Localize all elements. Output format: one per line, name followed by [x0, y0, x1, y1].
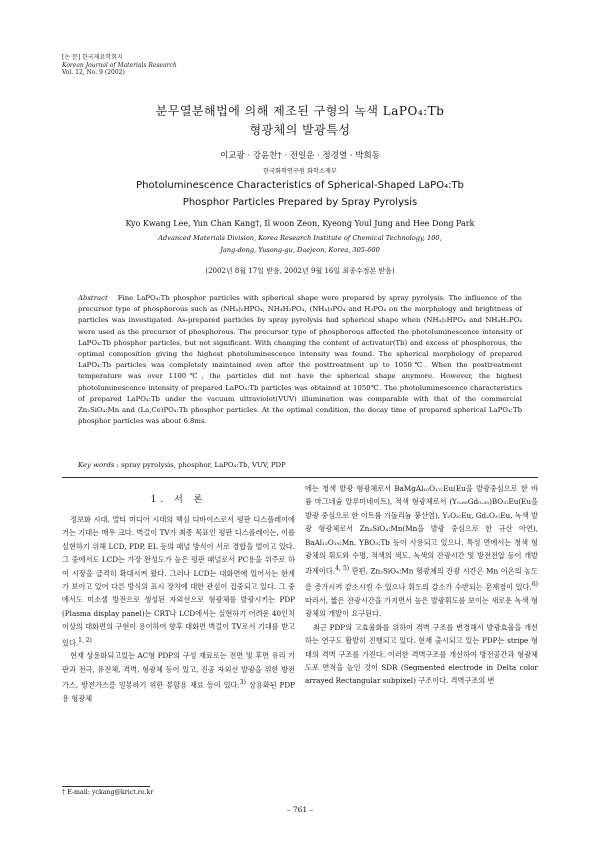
journal-header	[62, 54, 177, 77]
intro-paragraph-2-text: 현재 상용화되고있는 AC형 PDP의 구성 재료로는 전면 및 후면 유리 기판과 전극, 유전체, 격벽, 형광체 등이 있고, 진공 자외선 발광을 위한 방전가스, 방전가스를 밀봉하기 위한 봉합용 재료 등이 있다.	[62, 651, 295, 690]
corresponding-author-footnote: † E-mail: yckang@krict.re.kr	[62, 789, 154, 796]
keywords-text: : spray pyrolysis, phosphor, LaPO₄:Tb, VUV, PDP	[116, 461, 286, 469]
abstract-text: Fine LaPO₄:Tb phosphor particles with spherical shape were prepared by spray pyrolysis. The influence of the precursor type of phosphorous such as (NH₄)₂HPO₄, NH₄H₂PO₄, (NH₄)₃PO₄ and H₃PO₄ on the morphology and brightness of particles was investigated. As-prepared particles by spray pyrolysis had spherical shape when (NH₄)₂HPO₄ and NH₄H₂PO₄ were used as the precursor of phosphorous. The precursor type of phosphorous affected the photoluminescence intensity of LaPO₄:Tb phosphor particles, but not significant. With changing the content of activator(Tb) and excess of phosphorous, the optimal composition giving the highest photoluminescence intensity was found. The spherical morphology of prepared LaPO₄:Tb particles was completely maintained even after the posttreatment up to 1050℃. When the posttreatment temperature was over 1100℃, the particles did not have the spherical shape anymore. However, the highest photoluminescence intensity of prepared LaPO₄:Tb particles was obtained at 1050℃. The photoluminescence characteristics of prepared LaPO₄:Tb under the vacuum ultraviolet(VUV) illumination was comparable with that of the commercial Zn₂SiO₄:Mn and (La,Ce)PO₄:Tb phosphor particles. At the optimal condition, the decay time of prepared spherical LaPO₄:Tb phosphor particles was about 6.8ms.	[78, 294, 522, 426]
abstract	[78, 293, 522, 427]
english-title-line1: Photoluminescence Characteristics of Spherical-Shaped LaPO₄:Tb	[136, 180, 464, 191]
intro-paragraph-3-tail2: 따라서, 짧은 잔광시간을 가지면서 높은 발광휘도를 보이는 새로운 녹색 형광체의 개발이 요구된다.	[305, 596, 538, 619]
citation: 4, 5)	[335, 565, 350, 573]
keywords-divider	[62, 477, 538, 478]
journal-name-english: Korean Journal of Materials Research	[62, 61, 177, 69]
korean-title-line2: 형광체의 발광특성	[249, 123, 351, 137]
intro-paragraph-3-tail: 한편, Zn₂SiO₄:Mn 형광체의 잔광 시간은 Mn 이온의 농도를 증가시켜 감소시킬 수 있으나 휘도의 감소가 수반되는 문제점이 있다.	[305, 566, 538, 592]
abstract-label: Abstract	[78, 294, 108, 302]
korean-affiliation: 한국화학연구원 화학소재부	[263, 168, 337, 175]
korean-authors: 이교광 · 강윤찬† · 전일운 · 정경열 · 박희동	[220, 151, 380, 161]
citation: 6)	[531, 581, 538, 589]
intro-paragraph-3-text: 에는 청색 발광 형광체로서 BaMgAl₁₀O₁₇:Eu(Eu을 발광중심으로 한 바륨 마그네슘 알루미네이트), 적색 형광체로서 (Y₀.₆₅Gd₀.₃₅)BO₃:Eu(Eu을 발광 중심으로 한 이트륨 가돌리늄 붕산염), Y₂O₃:Eu, Gd₂O₃:Eu, 녹색 발광 형광체로서 Zn₂SiO₄:Mn(Mn을 발광 중심으로 한 규산 아연), BaAl₁₂O₁₉:Mn, YBO₃:Tb 등이 사용되고 있으나, 특성 면에서는 청색 형광체의 휘도와 수명, 적색의 색도, 녹색의 잔광시간 및 방전전압 등이 개발과제이다.	[305, 484, 538, 576]
keywords-label: Key words	[78, 461, 115, 469]
left-column	[62, 513, 295, 705]
page-number: – 761 –	[286, 805, 314, 814]
english-authors: Kyo Kwang Lee, Yun Chan Kang†, Il woon Zeon, Kyeong Youl Jung and Hee Dong Park	[125, 219, 475, 228]
journal-volume: Vol. 12, No. 9 (2002)	[62, 69, 125, 76]
right-column	[305, 482, 538, 688]
korean-title-line1: 분무열분해법에 의해 제조된 구형의 녹색 LaPO₄:Tb	[155, 104, 445, 118]
intro-paragraph-1-text: 정보화 시대, 멀티 미디어 시대의 핵심 디바이스로서 평판 디스플레이에 거는 기대는 매우 크다. 벽걸이 TV가 최종 목표인 평판 디스플레이는, 이를 실현하기 위해 LCD, PDP, EL 등의 패널 방식이 서로 경합을 벌이고 있다. 그 중에서도 LCD는 가장 완성도가 높은 평판 패널로서 PC용을 위주로 하여 시장을 급격히 확대시켜 왔다. 그러나 LCD는 대화면에 있어서는 한계가 보이고 있어 다른 방식의 표시 장치에 대한 관심이 집중되고 있다. 그 중에서도 미소셀 방전으로 생성된 자외선으로 형광체를 발광시키는 PDP (Plasma display panel)는 CRT나 LCD에서는 실현하기 어려운 40인치 이상의 대화면의 구현이 용이하여 향후 대화면 벽걸이 TV로서 기대를 받고 있다.	[62, 515, 295, 648]
keywords	[78, 461, 286, 469]
intro-paragraph-4: 최근 PDP의 고효율화를 위하여 격벽 구조를 변경해서 발광효율을 개선하는 연구도 활발히 진행되고 있다. 현재 출시되고 있는 PDP는 stripe 형태의 격벽 구조를 가진다. 이러한 격벽구조를 개선하여 방전공간과 형광체 도포 면적을 높인 것이 SDR (Segmented electrode in Delta color arrayed Rectangular subpixel) 구조이다. 격벽구조의 변	[305, 622, 538, 686]
english-affiliation-line2: Jang-dong, Yusong-gu, Daejeon, Korea, 305-600	[220, 246, 380, 254]
citation: 1, 2)	[78, 636, 92, 644]
english-affiliation-line1: Advanced Materials Division, Korea Research Institute of Chemical Technology, 100,	[158, 234, 442, 242]
section-heading-introduction: 1. 서 론	[150, 495, 207, 505]
received-dates: (2002년 8월 17일 받음, 2002년 9월 16일 최종수정본 받음)	[205, 267, 395, 275]
footnote-divider	[62, 786, 150, 787]
intro-paragraph-1	[62, 513, 295, 649]
intro-paragraph-2-tail: 상용화된 PDP용 형광체	[62, 680, 295, 704]
english-title-line2: Phosphor Particles Prepared by Spray Pyrolysis	[182, 197, 418, 208]
journal-name-korean: [논 문] 한국재료학회지	[62, 54, 123, 61]
intro-paragraph-3	[305, 482, 538, 621]
intro-paragraph-2	[62, 649, 295, 705]
citation: 3)	[239, 679, 246, 687]
